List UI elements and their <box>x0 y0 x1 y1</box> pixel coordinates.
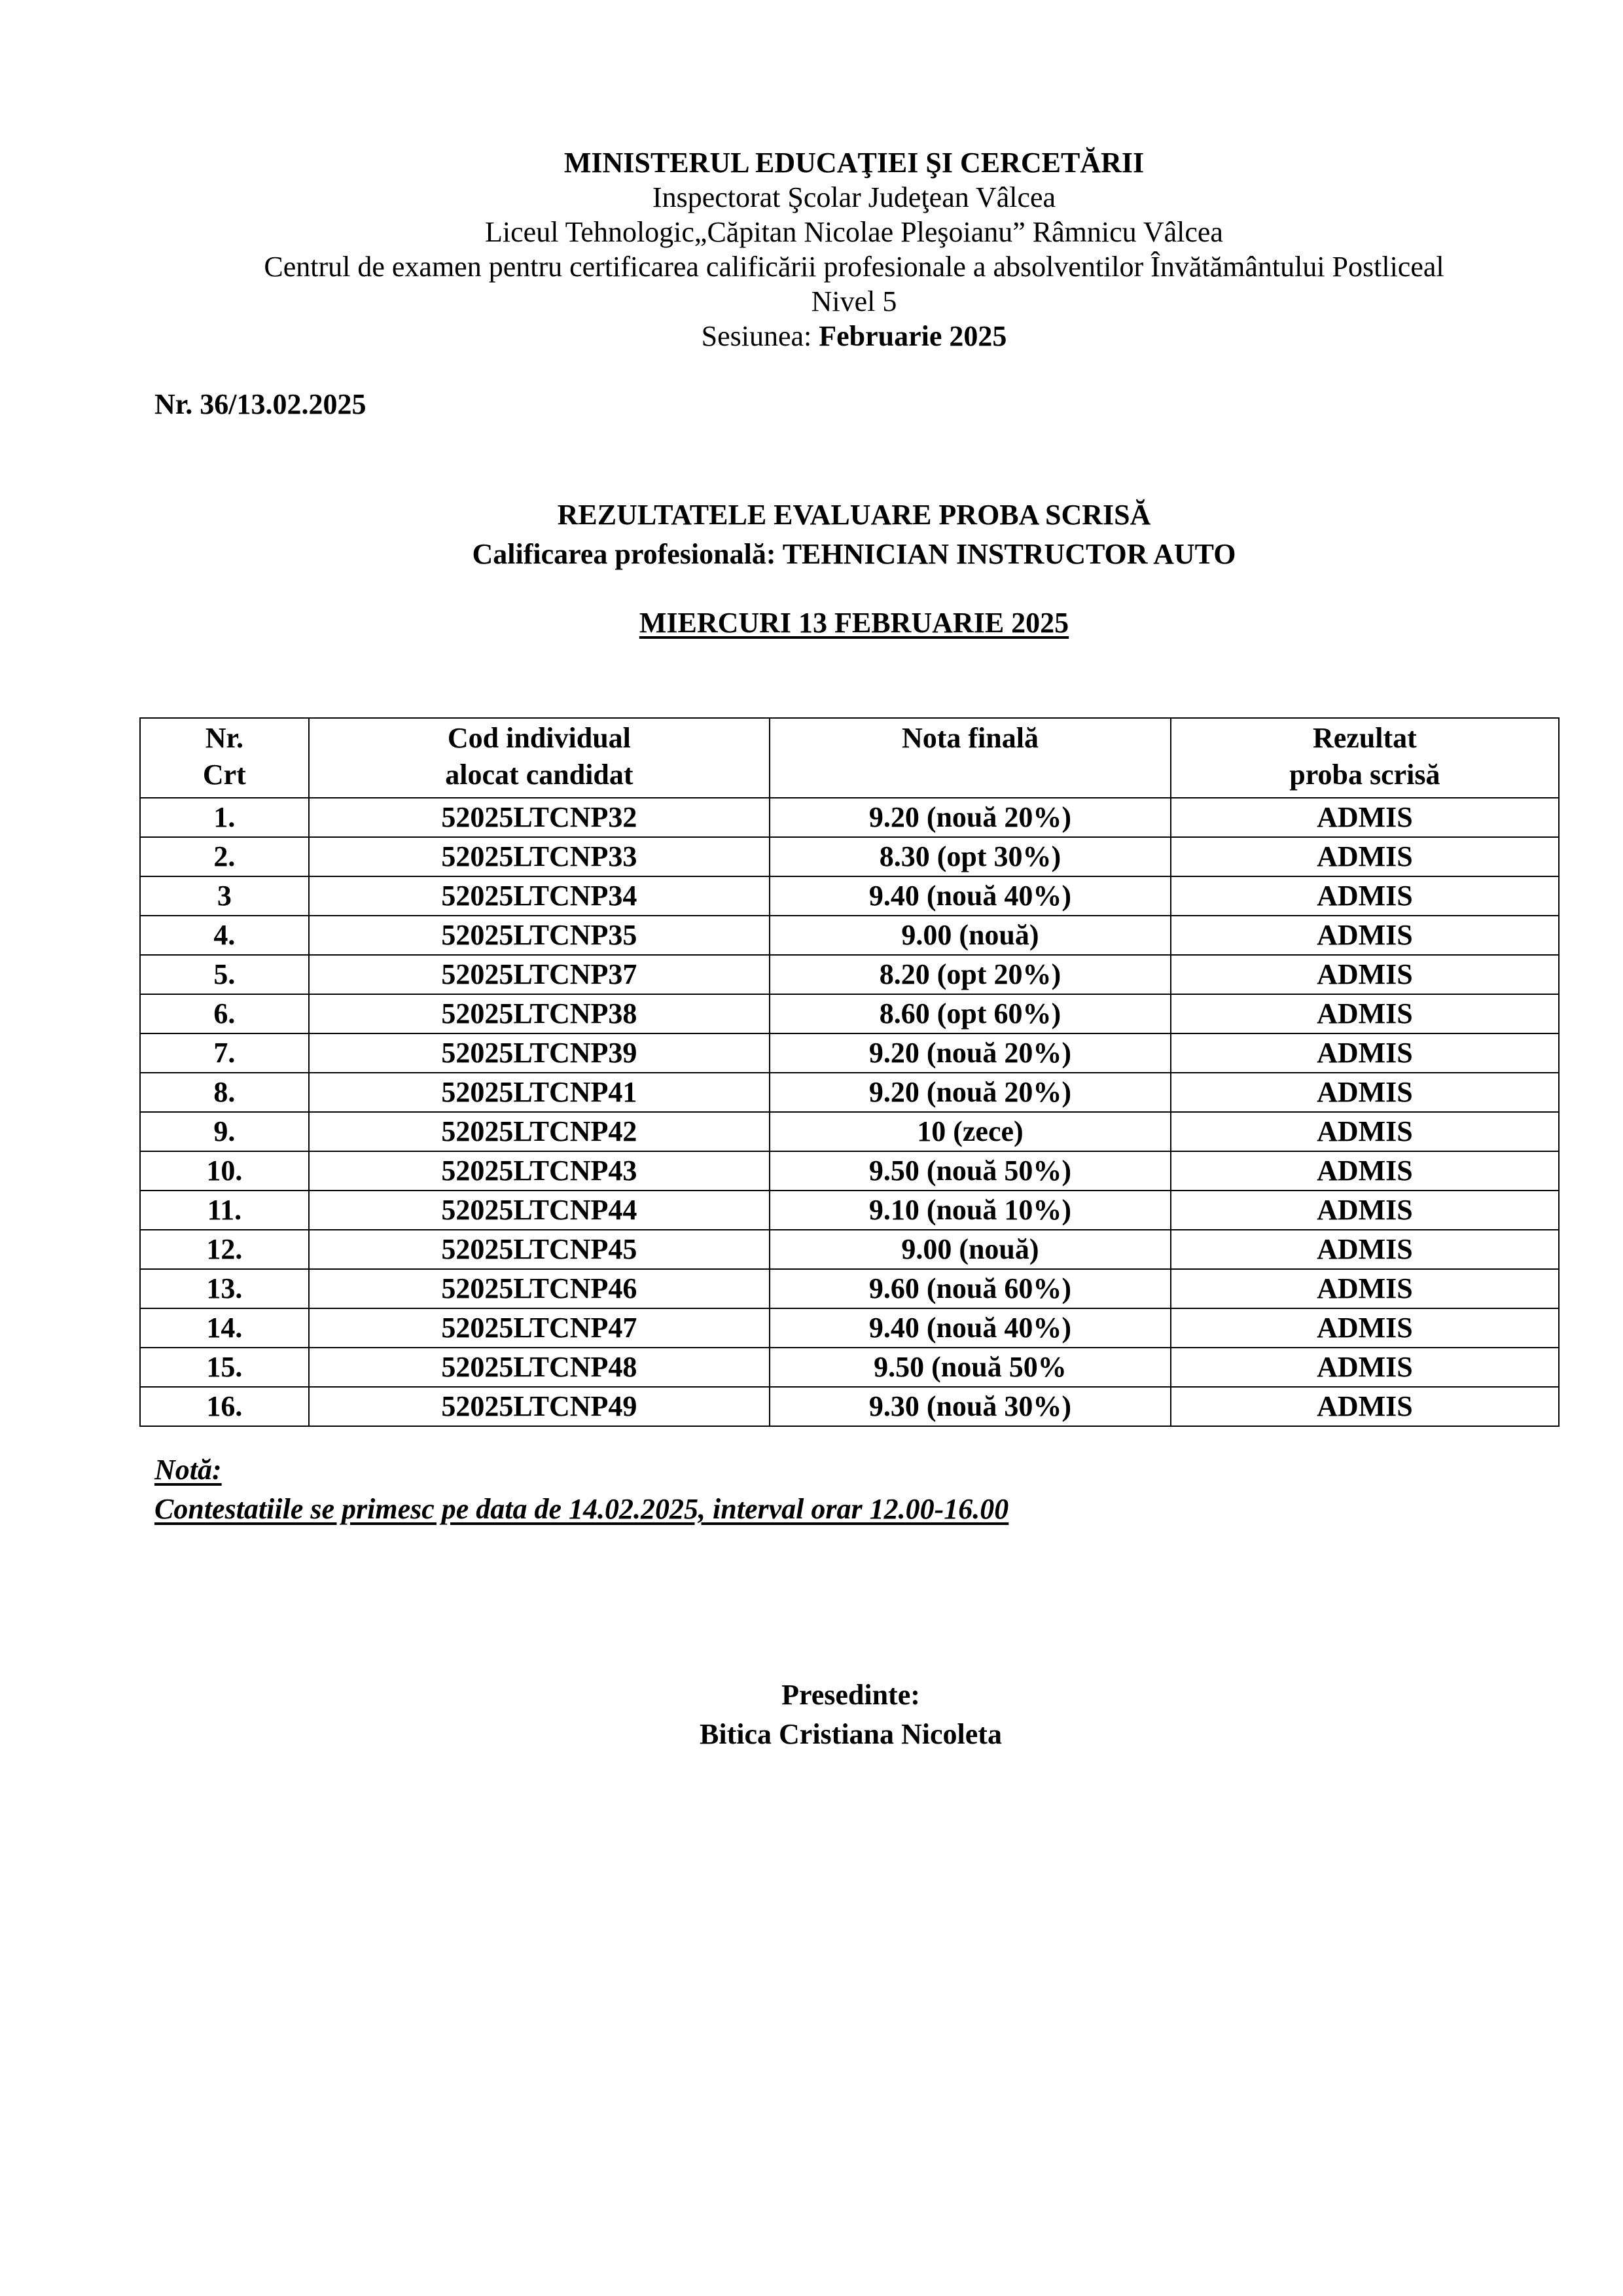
table-row <box>140 916 1559 955</box>
inspectorate-name: Inspectorat Şcolar Judeţean Vâlcea <box>652 181 1056 213</box>
cell-cod: 52025LTCNP38 <box>309 994 770 1033</box>
cell-rezultat: ADMIS <box>1171 1387 1559 1426</box>
cell-nota: 9.30 (nouă 30%) <box>770 1387 1171 1426</box>
cell-nr: 10. <box>140 1151 309 1191</box>
cell-nota: 9.50 (nouă 50%) <box>770 1151 1171 1191</box>
cell-nota: 8.30 (opt 30%) <box>770 837 1171 876</box>
cell-nr: 9. <box>140 1112 309 1151</box>
cell-nr: 7. <box>140 1033 309 1073</box>
header-cod: Cod individual alocat candidat <box>309 718 770 798</box>
cell-nr: 5. <box>140 955 309 994</box>
cell-nota: 8.20 (opt 20%) <box>770 955 1171 994</box>
table-row <box>140 1269 1559 1308</box>
note-label: Notă: <box>154 1454 222 1486</box>
school-name: Liceul Tehnologic„Căpitan Nicolae Pleşoianu” Râmnicu Vâlcea <box>485 216 1223 248</box>
signature-block <box>0 1676 1623 1754</box>
level: Nivel 5 <box>811 285 897 317</box>
cell-rezultat: ADMIS <box>1171 1151 1559 1191</box>
exam-date-title: MIERCURI 13 FEBRUARIE 2025 <box>639 607 1069 639</box>
cell-cod: 52025LTCNP37 <box>309 955 770 994</box>
table-row <box>140 1191 1559 1230</box>
cell-nr: 4. <box>140 916 309 955</box>
cell-cod: 52025LTCNP39 <box>309 1033 770 1073</box>
cell-nr: 11. <box>140 1191 309 1230</box>
cell-cod: 52025LTCNP41 <box>309 1073 770 1112</box>
table-row <box>140 994 1559 1033</box>
cell-nr: 8. <box>140 1073 309 1112</box>
results-table <box>139 717 1560 1427</box>
cell-rezultat: ADMIS <box>1171 1112 1559 1151</box>
cell-nota: 9.10 (nouă 10%) <box>770 1191 1171 1230</box>
cell-nota: 8.60 (opt 60%) <box>770 994 1171 1033</box>
header-nota: Nota finală <box>770 718 1171 798</box>
results-title: REZULTATELE EVALUARE PROBA SCRISĂ <box>557 499 1151 531</box>
cell-rezultat: ADMIS <box>1171 1191 1559 1230</box>
note-block <box>154 1450 1008 1529</box>
cell-rezultat: ADMIS <box>1171 955 1559 994</box>
cell-rezultat: ADMIS <box>1171 1033 1559 1073</box>
cell-cod: 52025LTCNP46 <box>309 1269 770 1308</box>
note-text: Contestatiile se primesc pe data de 14.02.2025, interval orar 12.00-16.00 <box>154 1493 1009 1525</box>
cell-nr: 13. <box>140 1269 309 1308</box>
header-nr: Nr. Crt <box>140 718 309 798</box>
cell-nota: 9.20 (nouă 20%) <box>770 798 1171 837</box>
cell-cod: 52025LTCNP42 <box>309 1112 770 1151</box>
table-row <box>140 1230 1559 1269</box>
cell-rezultat: ADMIS <box>1171 1230 1559 1269</box>
cell-nr: 1. <box>140 798 309 837</box>
cell-rezultat: ADMIS <box>1171 876 1559 916</box>
table-row <box>140 1151 1559 1191</box>
cell-nr: 6. <box>140 994 309 1033</box>
cell-cod: 52025LTCNP45 <box>309 1230 770 1269</box>
cell-nota: 9.20 (nouă 20%) <box>770 1073 1171 1112</box>
cell-cod: 52025LTCNP49 <box>309 1387 770 1426</box>
header-rezultat: Rezultat proba scrisă <box>1171 718 1559 798</box>
cell-nota: 9.50 (nouă 50% <box>770 1348 1171 1387</box>
results-title-block <box>0 495 1623 574</box>
cell-cod: 52025LTCNP33 <box>309 837 770 876</box>
cell-nr: 12. <box>140 1230 309 1269</box>
table-row <box>140 1073 1559 1112</box>
document-number: Nr. 36/13.02.2025 <box>154 388 366 420</box>
cell-nota: 10 (zece) <box>770 1112 1171 1151</box>
cell-rezultat: ADMIS <box>1171 916 1559 955</box>
cell-rezultat: ADMIS <box>1171 994 1559 1033</box>
cell-nota: 9.40 (nouă 40%) <box>770 1308 1171 1348</box>
cell-rezultat: ADMIS <box>1171 1348 1559 1387</box>
cell-nota: 9.20 (nouă 20%) <box>770 1033 1171 1073</box>
table-row <box>140 1387 1559 1426</box>
cell-cod: 52025LTCNP43 <box>309 1151 770 1191</box>
exam-center: Centrul de examen pentru certificarea calificării profesionale a absolventilor Învătământului Postliceal <box>264 251 1444 283</box>
cell-rezultat: ADMIS <box>1171 798 1559 837</box>
table-row <box>140 1308 1559 1348</box>
table-row <box>140 798 1559 837</box>
table-row <box>140 955 1559 994</box>
signature-role: Presedinte: <box>781 1679 920 1711</box>
table-row <box>140 1348 1559 1387</box>
session <box>0 319 1623 353</box>
cell-nr: 15. <box>140 1348 309 1387</box>
signature-name: Bitica Cristiana Nicoleta <box>700 1718 1002 1750</box>
cell-nr: 16. <box>140 1387 309 1426</box>
cell-cod: 52025LTCNP48 <box>309 1348 770 1387</box>
cell-cod: 52025LTCNP34 <box>309 876 770 916</box>
document-header <box>0 145 1623 353</box>
table-row <box>140 1033 1559 1073</box>
session-value: Februarie 2025 <box>819 320 1007 352</box>
ministry-name: MINISTERUL EDUCAŢIEI ŞI CERCETĂRII <box>563 147 1145 179</box>
cell-nota: 9.00 (nouă) <box>770 1230 1171 1269</box>
cell-rezultat: ADMIS <box>1171 837 1559 876</box>
cell-nota: 9.40 (nouă 40%) <box>770 876 1171 916</box>
session-label: Sesiunea: <box>701 320 819 352</box>
table-header-row <box>140 718 1559 798</box>
cell-nota: 9.00 (nouă) <box>770 916 1171 955</box>
table-row <box>140 876 1559 916</box>
cell-rezultat: ADMIS <box>1171 1308 1559 1348</box>
cell-cod: 52025LTCNP47 <box>309 1308 770 1348</box>
cell-nr: 3 <box>140 876 309 916</box>
cell-cod: 52025LTCNP35 <box>309 916 770 955</box>
table-row <box>140 837 1559 876</box>
cell-rezultat: ADMIS <box>1171 1073 1559 1112</box>
results-table-body <box>140 798 1559 1426</box>
qualification-title: Calificarea profesională: TEHNICIAN INSTRUCTOR AUTO <box>472 538 1236 570</box>
cell-cod: 52025LTCNP44 <box>309 1191 770 1230</box>
table-row <box>140 1112 1559 1151</box>
cell-nr: 14. <box>140 1308 309 1348</box>
cell-nota: 9.60 (nouă 60%) <box>770 1269 1171 1308</box>
cell-rezultat: ADMIS <box>1171 1269 1559 1308</box>
cell-cod: 52025LTCNP32 <box>309 798 770 837</box>
cell-nr: 2. <box>140 837 309 876</box>
